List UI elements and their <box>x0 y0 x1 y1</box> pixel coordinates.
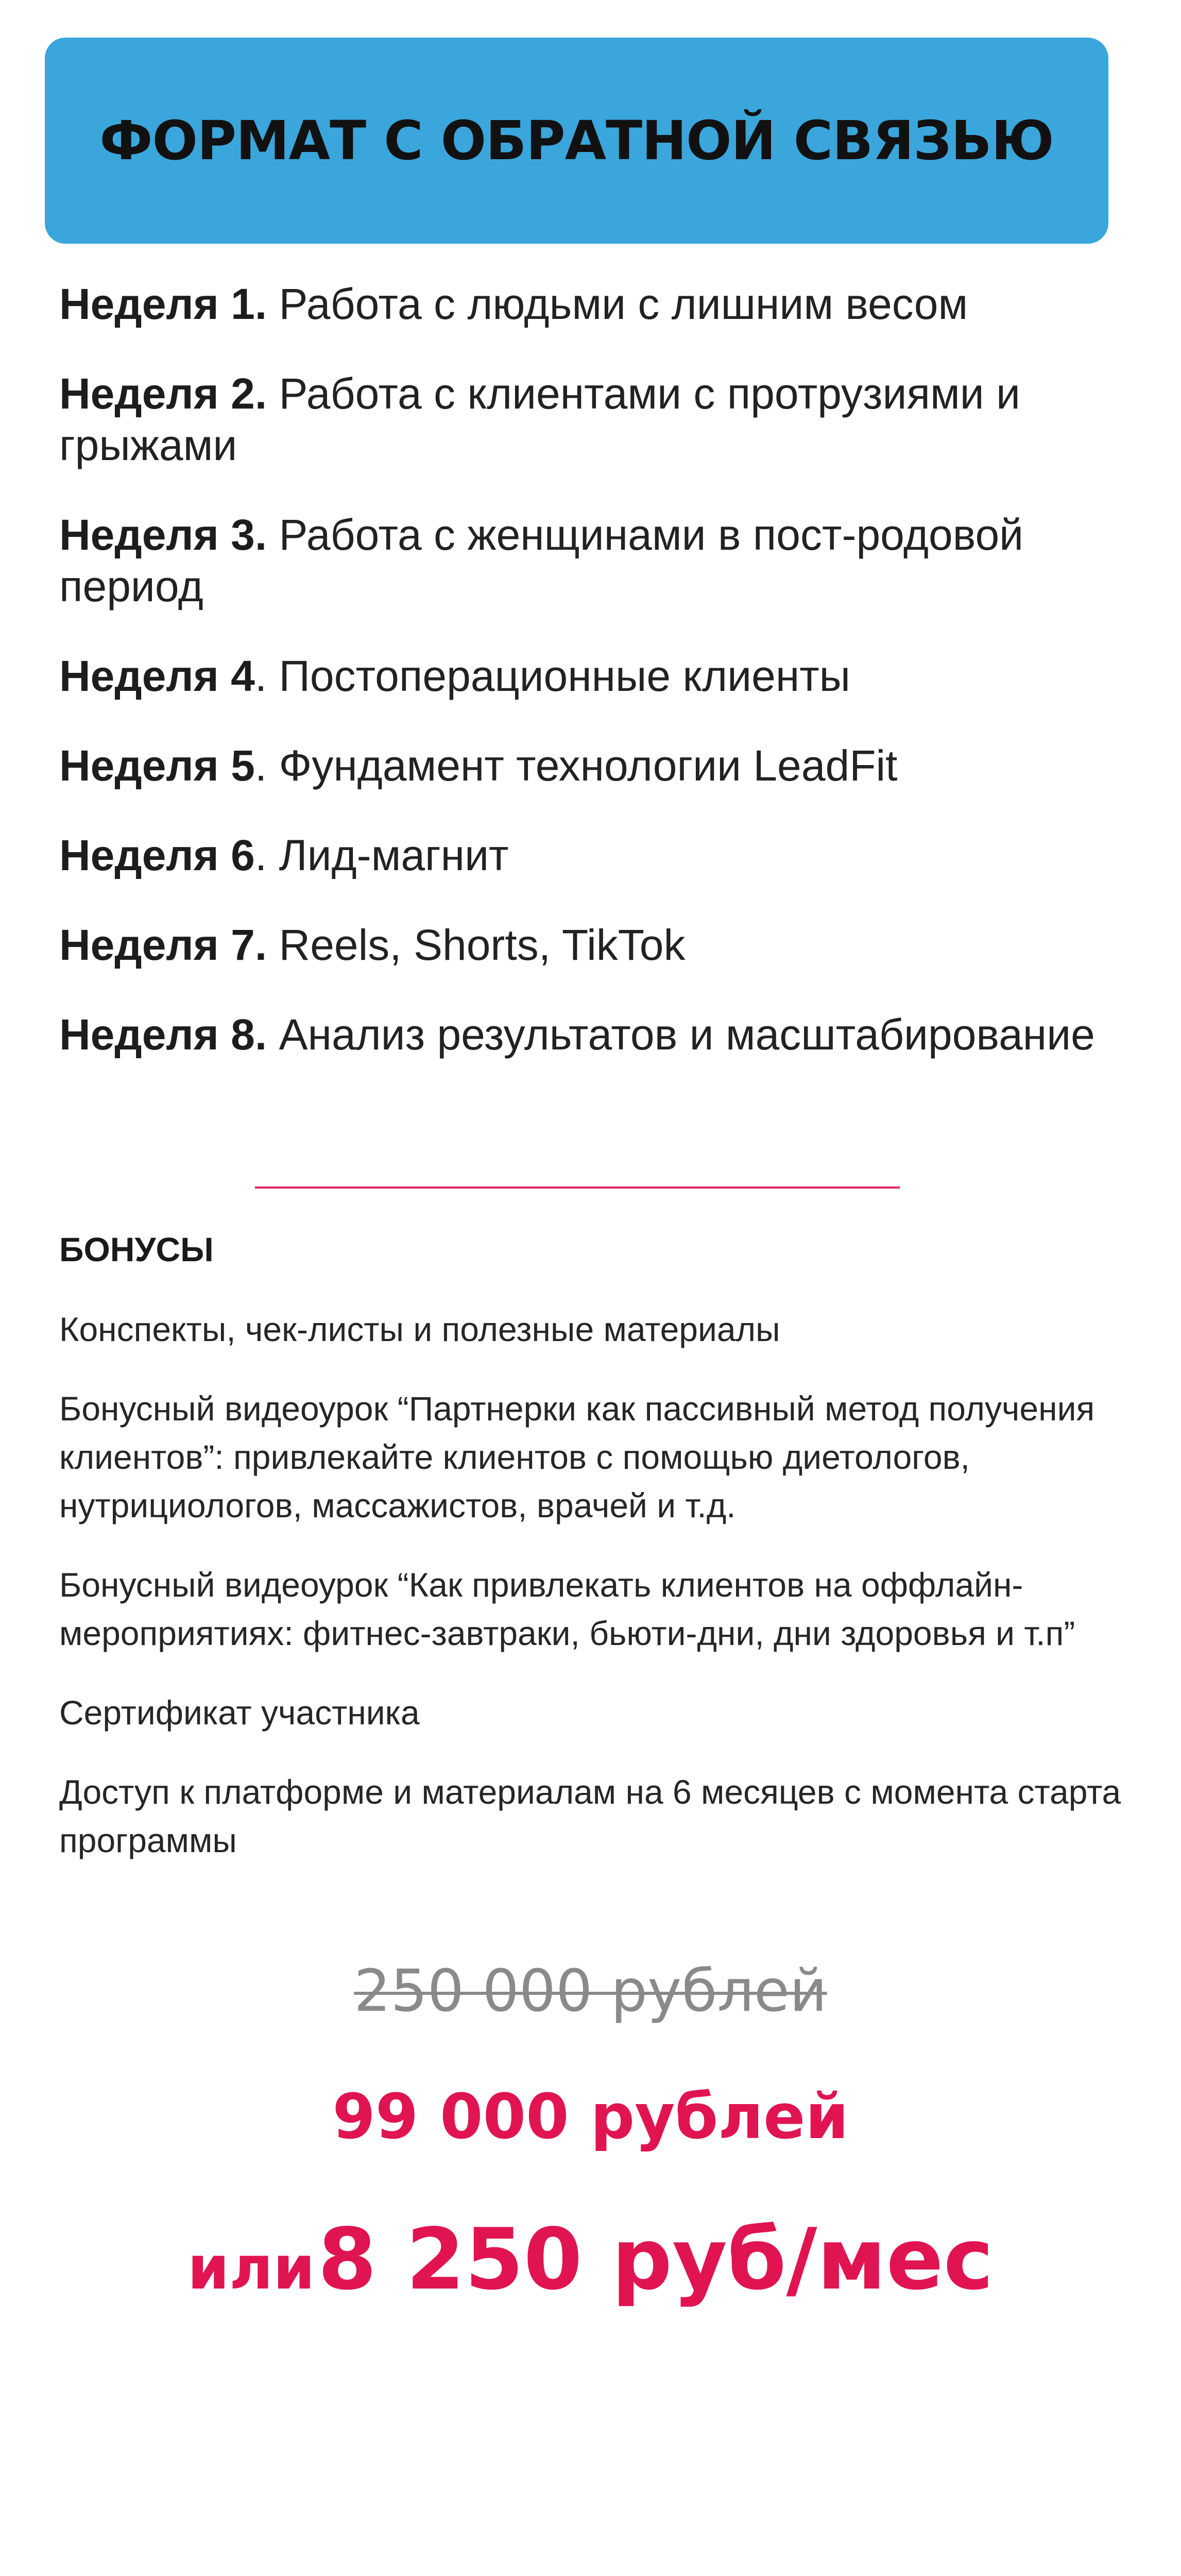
week-label: Неделя 1. <box>59 280 267 328</box>
week-text: Работа с клиентами с протрузиями и грыжами <box>59 369 1020 469</box>
bonuses-section <box>59 1229 1131 1895</box>
week-text: . Лид-магнит <box>254 831 509 879</box>
week-item-5 <box>59 740 1131 791</box>
week-item-7 <box>59 919 1131 971</box>
week-item-8 <box>59 1009 1131 1060</box>
week-label: Неделя 7. <box>59 921 267 969</box>
week-item-6 <box>59 829 1131 881</box>
weeks-list <box>59 278 1131 1098</box>
page-title: ФОРМАТ С ОБРАТНОЙ СВЯЗЬЮ <box>99 109 1054 172</box>
bonus-item: Конспекты, чек-листы и полезные материалы <box>59 1310 780 1348</box>
week-text: Reels, Shorts, TikTok <box>267 921 686 969</box>
week-label: Неделя 2. <box>59 369 267 418</box>
monthly-price <box>0 2210 1181 2309</box>
bonus-item: Доступ к платформе и материалам на 6 месяцев с момента старта программы <box>59 1773 1121 1859</box>
week-text: Работа с людьми с лишним весом <box>267 280 968 328</box>
new-price: 99 000 рублей <box>332 2081 849 2153</box>
week-label: Неделя 4 <box>59 652 255 700</box>
bonus-item: Бонусный видеоурок “Партнерки как пассивный метод получения клиентов”: привлекайте клиентов с помощью диетологов, нутрициологов, массажистов, врачей и т.д. <box>59 1389 1095 1524</box>
header-banner <box>45 38 1108 244</box>
week-label: Неделя 3. <box>59 511 267 559</box>
old-price: 250 000 рублей <box>354 1958 827 2025</box>
week-label: Неделя 5 <box>59 741 255 790</box>
week-item-3 <box>59 509 1131 612</box>
monthly-prefix: или <box>187 2233 315 2303</box>
week-item-1 <box>59 278 1131 330</box>
week-item-4 <box>59 650 1131 702</box>
section-divider <box>255 1187 900 1189</box>
bonus-item: Бонусный видеоурок “Как привлекать клиентов на оффлайн-мероприятиях: фитнес-завтраки, бьюти-дни, дни здоровья и т.п” <box>59 1566 1075 1652</box>
week-text: . Постоперационные клиенты <box>254 652 851 700</box>
week-text: Работа с женщинами в пост-родовой период <box>59 511 1024 611</box>
bonuses-heading: БОНУСЫ <box>59 1230 214 1268</box>
week-item-2 <box>59 368 1131 471</box>
bonus-item: Сертификат участника <box>59 1693 420 1732</box>
week-label: Неделя 6 <box>59 831 255 879</box>
week-text: Анализ результатов и масштабирование <box>267 1010 1095 1059</box>
week-label: Неделя 8. <box>59 1010 267 1059</box>
week-text: . Фундамент технологии LeadFit <box>254 741 898 790</box>
monthly-amount: 8 250 руб/мес <box>318 2210 994 2309</box>
